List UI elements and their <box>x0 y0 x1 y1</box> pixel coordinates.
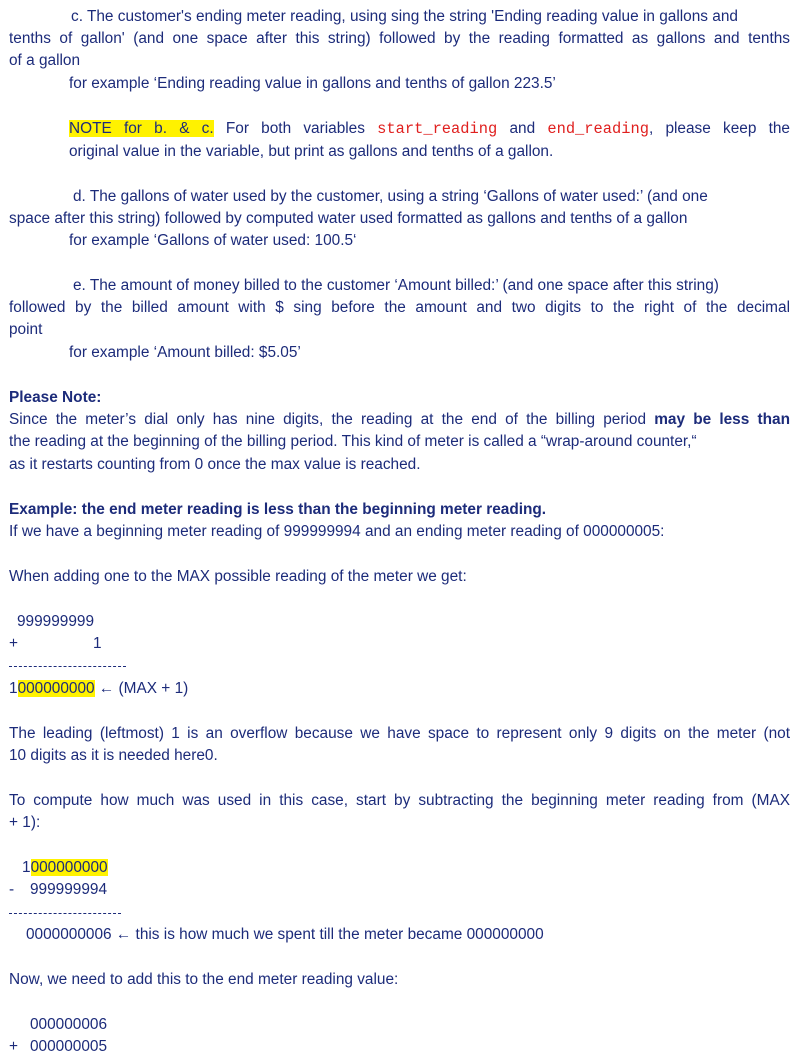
example-heading: Example: the end meter reading is less than the beginning meter reading. <box>9 501 547 518</box>
compute-line1: To compute how much was used in this case, start by subtracting the beginning meter reading from (MAX <box>9 792 790 809</box>
item-d-example: for example ‘Gallons of water used: 100.5‘ <box>69 232 357 249</box>
calc1-operator: + <box>9 635 18 652</box>
compute-line2: + 1): <box>9 814 41 831</box>
calc1-result-highlight: 000000000 <box>17 680 95 697</box>
please-note-heading: Please Note: <box>9 389 102 406</box>
calc2-operator: - <box>9 881 15 898</box>
calc2-top-highlight: 000000000 <box>30 859 108 876</box>
calc3-operator: + <box>9 1038 18 1055</box>
adding-intro: When adding one to the MAX possible reading of the meter we get: <box>9 568 467 585</box>
calc1-result: 1000000000 ← (MAX + 1) <box>9 680 189 697</box>
please-note-line3: as it restarts counting from 0 once the max value is reached. <box>9 456 421 473</box>
item-d-line2: space after this string) followed by computed water used formatted as gallons and tenths of a gallon <box>9 210 688 227</box>
please-note-line2: the reading at the beginning of the billing period. This kind of meter is called a “wrap-around counter,“ <box>9 433 697 450</box>
item-d-line1: d. The gallons of water used by the customer, using a string ‘Gallons of water used:’ (and one <box>73 188 708 205</box>
item-e-line1: e. The amount of money billed to the customer ‘Amount billed:’ (and one space after this string) <box>73 277 719 294</box>
calc2-subtrahend: 999999994 <box>30 881 108 898</box>
item-e-line3: point <box>9 321 43 338</box>
add-intro: Now, we need to add this to the end meter reading value: <box>9 971 399 988</box>
item-c-line1: c. The customer's ending meter reading, using sing the string 'Ending reading value in gallons and <box>71 8 738 25</box>
calc3-second: 000000005 <box>30 1038 108 1055</box>
item-e-example: for example ‘Amount billed: $5.05’ <box>69 344 301 361</box>
calc1-top: 999999999 <box>17 613 95 630</box>
end-reading-var: end_reading <box>547 120 649 138</box>
calc2-rule <box>9 913 121 914</box>
calc2-result: 0000000006 ← this is how much we spent till the meter became 000000000 <box>26 926 544 943</box>
calc2-top: 1000000000 <box>22 859 108 876</box>
item-c-line3: of a gallon <box>9 52 81 69</box>
example-line: If we have a beginning meter reading of 999999994 and an ending meter reading of 000000005: <box>9 523 665 540</box>
item-c-line2: tenths of gallon' (and one space after this string) followed by the reading formatted as gallons and tenths <box>9 30 790 47</box>
please-note-line1: Since the meter’s dial only has nine digits, the reading at the end of the billing period may be less than <box>9 411 790 428</box>
overflow-line2: 10 digits as it is needed here0. <box>9 747 218 764</box>
item-c-example: for example ‘Ending reading value in gallons and tenths of gallon 223.5’ <box>69 75 556 92</box>
note-bc-line1: NOTE for b. & c. For both variables start_reading and end_reading, please keep the <box>69 120 790 138</box>
note-bc-line2: original value in the variable, but print as gallons and tenths of a gallon. <box>69 143 554 160</box>
item-e-line2: followed by the billed amount with $ sing before the amount and two digits to the right of the decimal <box>9 299 790 316</box>
note-bc-label: NOTE for b. & c. <box>69 120 214 137</box>
start-reading-var: start_reading <box>377 120 498 138</box>
overflow-line1: The leading (leftmost) 1 is an overflow because we have space to represent only 9 digits on the meter (not <box>9 725 790 742</box>
calc3-top: 000000006 <box>30 1016 108 1033</box>
calc1-rule <box>9 666 126 667</box>
calc1-addend: 1 <box>93 635 102 652</box>
